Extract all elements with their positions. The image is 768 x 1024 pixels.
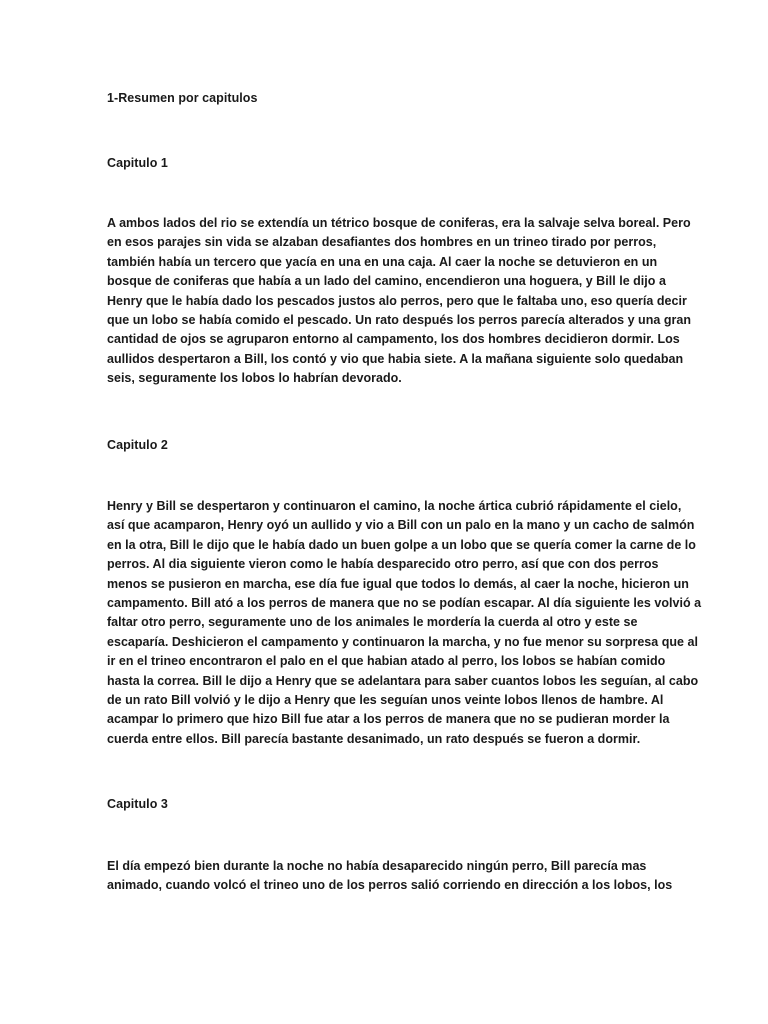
paragraph-line: animado, cuando volcó el trineo uno de los perros salió corriendo en dirección a los lobos, los: [107, 878, 673, 893]
chapter-1-paragraph: [107, 214, 691, 389]
paragraph-line: de un rato Bill volvió y le dijo a Henry que les seguían unos veinte lobos llenos de hambre. Al: [107, 693, 664, 708]
paragraph-line: A ambos lados del rio se extendía un tétrico bosque de coniferas, era la salvaje selva boreal. Pero: [107, 216, 691, 230]
chapter-1-heading: Capitulo 1: [107, 156, 168, 170]
paragraph-line: bosque de coniferas que había a un lado del camino, encendieron una hoguera, y Bill le dijo a: [107, 274, 666, 289]
document-title: 1-Resumen por capitulos: [107, 91, 258, 105]
paragraph-line: aullidos despertaron a Bill, los contó y vio que habia siete. A la mañana siguiente solo quedaban: [107, 351, 684, 366]
chapter-2-paragraph: [107, 497, 702, 749]
paragraph-line: también había un tercero que yacía en una en una caja. Al caer la noche se detuvieron en un: [107, 254, 658, 269]
chapter-2-heading: Capitulo 2: [107, 438, 168, 452]
chapter-3-paragraph: [107, 857, 673, 896]
paragraph-line: cuerda entre ellos. Bill parecía bastante desanimado, un rato después se fueron a dormir.: [107, 731, 641, 746]
paragraph-line: que un lobo se había comido el pescado. Un rato después los perros parecía alterados y una gran: [107, 313, 691, 328]
paragraph-line: menos se pusieron en marcha, ese día fue igual que todos lo demás, al caer la noche, hicieron un: [107, 576, 689, 591]
paragraph-line: así que acamparon, Henry oyó un aullido y vio a Bill con un palo en la mano y un cacho de salmón: [107, 518, 695, 533]
paragraph-line: seis, seguramente los lobos lo habrían devorado.: [107, 371, 402, 386]
paragraph-line: Henry y Bill se despertaron y continuaron el camino, la noche ártica cubrió rápidamente el cielo,: [107, 499, 682, 513]
paragraph-line: El día empezó bien durante la noche no había desaparecido ningún perro, Bill parecía mas: [107, 859, 647, 873]
paragraph-line: acampar lo primero que hizo Bill fue atar a los perros de manera que no se pudieran morder la: [107, 712, 670, 727]
paragraph-line: campamento. Bill ató a los perros de manera que no se podían escapar. Al día siguiente les volvió a: [107, 596, 702, 611]
chapter-3-heading: Capitulo 3: [107, 797, 168, 811]
paragraph-line: Henry que le había dado los pescados justos alo perros, pero que le faltaba uno, eso quería decir: [107, 293, 687, 308]
paragraph-line: faltar otro perro, seguramente uno de los animales le mordería la cuerda al otro y este se: [107, 615, 638, 630]
paragraph-line: escaparía. Deshicieron el campamento y continuaron la marcha, y no fue menor su sorpresa que al: [107, 634, 698, 649]
paragraph-line: hasta la correa. Bill le dijo a Henry que se adelantara para saber cuantos lobos les seguían, al cabo: [107, 673, 699, 688]
paragraph-line: en esos parajes sin vida se alzaban desafiantes dos hombres en un trineo tirado por perros,: [107, 235, 657, 250]
paragraph-line: ir en el trineo encontraron el palo en el que habian atado al perro, los lobos se habían comido: [107, 654, 666, 669]
paragraph-line: en la otra, Bill le dijo que le había dado un buen golpe a un lobo que se quería comer la carne de lo: [107, 537, 696, 552]
paragraph-line: cantidad de ojos se agruparon entorno al campamento, los dos hombres decidieron dormir. Los: [107, 332, 680, 347]
paragraph-line: perros. Al dia siguiente vieron como le había desparecido otro perro, así que con dos perros: [107, 557, 659, 572]
